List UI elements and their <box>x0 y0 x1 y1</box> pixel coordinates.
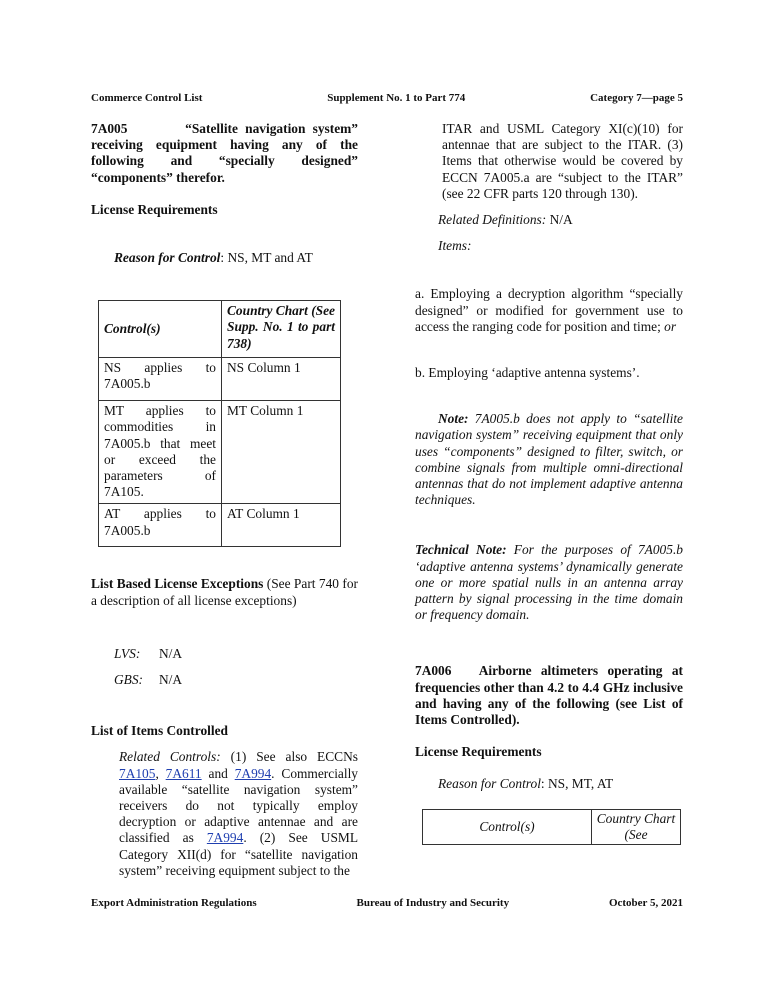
separator: and <box>201 765 235 781</box>
technical-note-label: Technical Note: <box>415 542 507 558</box>
license-requirements-heading: License Requirements <box>91 201 218 217</box>
link-7a105[interactable]: 7A105 <box>119 765 156 781</box>
link-7a611[interactable]: 7A611 <box>165 765 202 781</box>
footer-center: Bureau of Industry and Security <box>356 897 510 909</box>
reason-label: Reason for Control <box>438 776 541 792</box>
page-header <box>91 92 683 104</box>
header-center: Supplement No. 1 to Part 774 <box>327 92 466 104</box>
related-definitions <box>438 212 683 228</box>
item-a-or: or <box>664 318 677 334</box>
reason-for-control-7a006 <box>438 776 683 792</box>
lble-paragraph <box>91 576 358 608</box>
eccn-number: 7A006 <box>415 663 452 679</box>
related-controls-continued: ITAR and USML Category XI(c)(10) for antennae that are subject to the ITAR. (3) Items that otherwise would be covered by ECCN 7A005.a are “subject to the ITAR” (see 22 CFR parts 120 through 130). <box>442 121 683 201</box>
table-cell: AT Column 1 <box>222 504 341 547</box>
footer-left: Export Administration Regulations <box>91 897 257 909</box>
reason-for-control <box>114 250 358 266</box>
link-7a994[interactable]: 7A994 <box>234 765 272 781</box>
note <box>415 411 683 508</box>
table-header-cell: Control(s) <box>423 809 592 844</box>
table-cell: MT Column 1 <box>222 401 341 504</box>
table-row <box>99 401 341 504</box>
item-a <box>415 286 683 335</box>
header-left: Commerce Control List <box>91 92 203 104</box>
related-controls-text: . Commercially available “satellite navigation system” receivers do not typically employ decryption or adaptive antennae and are classified as <box>119 765 358 846</box>
eccn-7a005-title <box>91 121 358 186</box>
table-cell: MT applies to commodities in 7A005.b that meet or exceed the parameters of 7A105. <box>99 401 222 504</box>
gbs-value: N/A <box>159 672 183 688</box>
related-definitions-value: N/A <box>546 212 573 228</box>
footer-right: October 5, 2021 <box>608 897 683 909</box>
lvs-value: N/A <box>159 645 183 661</box>
gbs-label: GBS: <box>114 672 144 688</box>
header-right: Category 7—page 5 <box>590 92 683 104</box>
control-table <box>98 300 341 547</box>
reason-value: : NS, MT, AT <box>540 776 614 792</box>
table-row <box>99 504 341 547</box>
table-header-cell: Control(s) <box>99 301 222 358</box>
related-controls <box>119 749 358 879</box>
lble-note: (See Part 740 for a description of all license exceptions) <box>91 576 358 608</box>
eccn-heading: “Satellite navigation system” receiving equipment having any of the following and “specially designed” “components” therefor. <box>91 121 359 185</box>
lble-heading: List Based License Exceptions <box>91 576 264 592</box>
table-header-row <box>423 809 681 844</box>
table-header-cell: Country Chart (See <box>592 809 681 844</box>
related-controls-text-continued: . (2) See USML Category XII(d) for “satellite navigation system” receiving equipment subject to the <box>119 830 359 878</box>
control-table-7a006 <box>422 809 681 845</box>
note-label: Note: <box>438 411 469 427</box>
lvs-line <box>114 646 358 662</box>
link-7a994-second[interactable]: 7A994 <box>206 830 244 846</box>
reason-label: Reason for Control <box>114 250 221 266</box>
item-b: b. Employing ‘adaptive antenna systems’. <box>415 365 640 381</box>
technical-note-text: For the purposes of 7A005.b ‘adaptive antenna systems’ dynamically generate one or more spatial nulls in an antenna array pattern by signal processing in the time domain or frequency domain. <box>415 542 683 623</box>
lvs-label: LVS: <box>114 645 141 661</box>
related-controls-label: Related Controls: <box>119 749 221 765</box>
list-of-items-heading: List of Items Controlled <box>91 723 228 739</box>
left-column <box>91 121 358 879</box>
item-a-text: a. Employing a decryption algorithm “specially designed” or modified for government use to access the ranging code for position and time; <box>415 286 683 334</box>
table-cell: NS Column 1 <box>222 358 341 401</box>
note-text: 7A005.b does not apply to “satellite navigation system” receiving equipment that only uses “components” designed to filter, switch, or combine signals from multiple omni-directional antennas that do not implement adaptive antenna techniques. <box>415 411 683 508</box>
gbs-line <box>114 672 358 688</box>
page-footer <box>91 897 683 909</box>
table-cell: AT applies to 7A005.b <box>99 504 222 547</box>
eccn-7a006-title <box>415 663 683 728</box>
eccn-heading: Airborne altimeters operating at frequencies other than 4.2 to 4.4 GHz inclusive and having any of the following (see List of Items Controlled). <box>415 663 683 728</box>
table-cell: NS applies to 7A005.b <box>99 358 222 401</box>
table-header-row <box>99 301 341 358</box>
table-row <box>99 358 341 401</box>
reason-value: : NS, MT and AT <box>220 250 313 266</box>
license-requirements-heading-7a006: License Requirements <box>415 744 542 760</box>
related-definitions-label: Related Definitions: <box>438 212 547 228</box>
eccn-number: 7A005 <box>91 121 128 136</box>
table-header-cell: Country Chart (See Supp. No. 1 to part 738) <box>222 301 341 358</box>
technical-note <box>415 542 683 623</box>
items-label: Items: <box>438 238 472 254</box>
right-column <box>415 121 683 845</box>
related-controls-text: (1) See also ECCNs <box>220 749 358 765</box>
separator: , <box>155 765 166 781</box>
